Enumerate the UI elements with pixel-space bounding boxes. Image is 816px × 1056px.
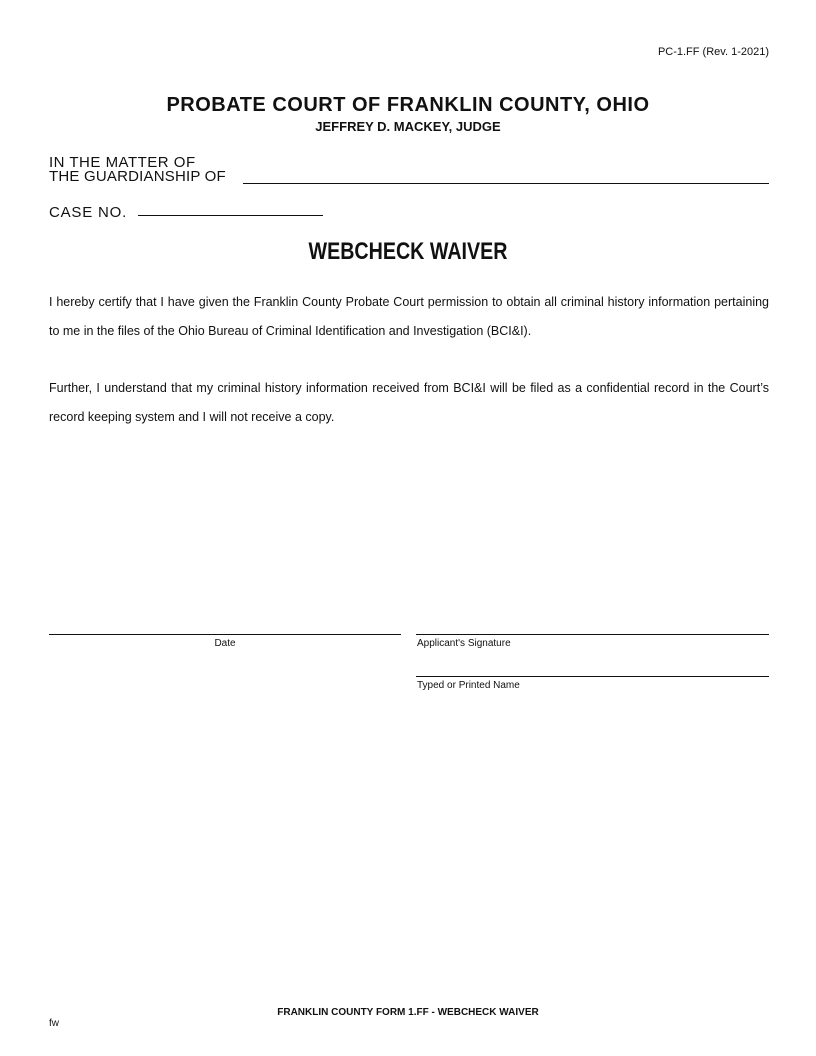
court-name: PROBATE COURT OF FRANKLIN COUNTY, OHIO <box>166 94 650 116</box>
guardianship-label: THE GUARDIANSHIP OF <box>49 168 226 185</box>
case-number-field[interactable] <box>138 215 323 216</box>
matter-label: IN THE MATTER OF <box>49 154 196 171</box>
document-title: WEBCHECK WAIVER <box>308 238 508 265</box>
printed-name-label: Typed or Printed Name <box>417 680 520 691</box>
footer-title: FRANKLIN COUNTY FORM 1.FF - WEBCHECK WAIVER <box>277 1007 539 1018</box>
guardianship-name-field[interactable] <box>243 183 769 184</box>
confidentiality-paragraph: Further, I understand that my criminal history information received from BCI&I will be filed as a confidential record in the Court’s record keeping system and I will not receive a copy. <box>49 381 769 424</box>
signature-field[interactable] <box>416 634 769 635</box>
footer-initials: fw <box>49 1018 59 1029</box>
form-number: PC-1.FF (Rev. 1-2021) <box>657 46 769 58</box>
date-field[interactable] <box>49 634 401 635</box>
certification-paragraph: I hereby certify that I have given the Franklin County Probate Court permission to obtain all criminal history information pertaining to me in the files of the Ohio Bureau of Criminal Identification and Investigation (BCI&I). <box>49 295 769 338</box>
printed-name-field[interactable] <box>416 676 769 677</box>
signature-label: Applicant's Signature <box>417 638 511 649</box>
judge-name: JEFFREY D. MACKEY, JUDGE <box>315 119 501 134</box>
case-number-label: CASE NO. <box>49 204 128 221</box>
date-label: Date <box>214 638 236 649</box>
